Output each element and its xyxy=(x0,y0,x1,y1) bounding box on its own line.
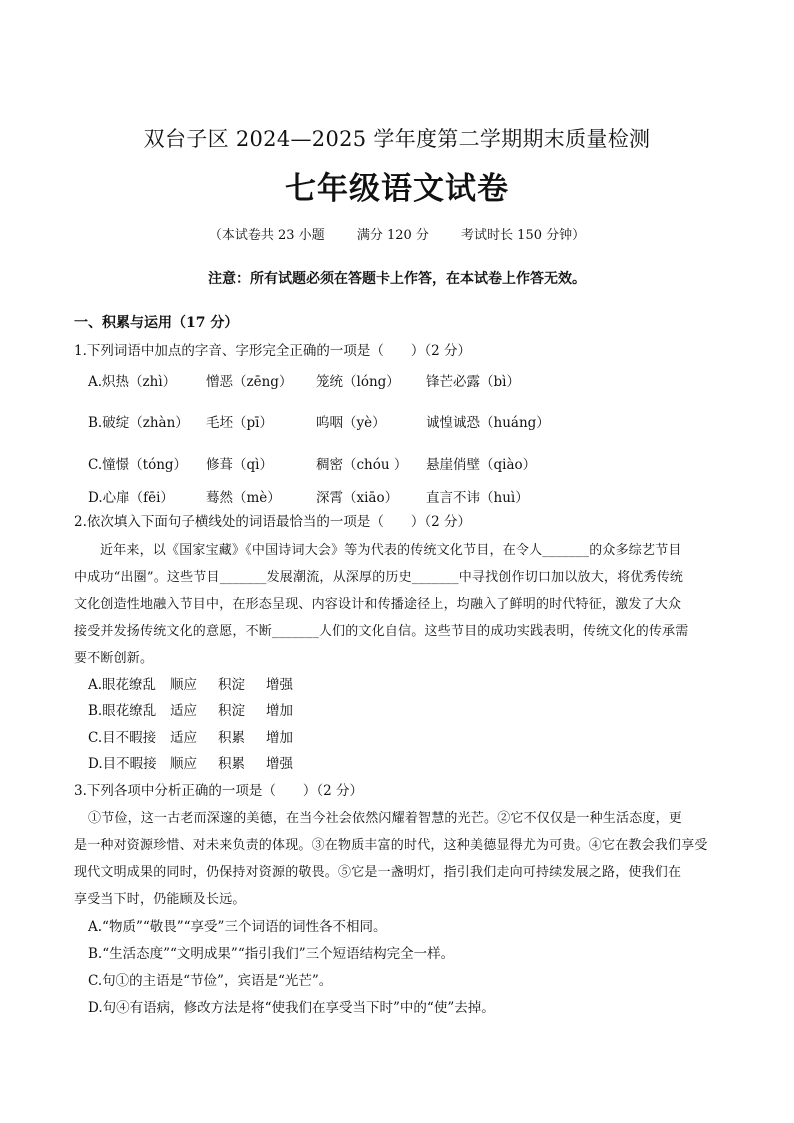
option-word: 憎恶（zēng） xyxy=(206,374,293,390)
question-1-option-b xyxy=(88,412,550,434)
passage-line: 文化创造性地融入节目中，在形态呈现、内容设计和传播途径上，均融入了鲜明的时代特征，激发了大众 xyxy=(74,597,682,612)
question-count: （本试卷共 23 小题 xyxy=(208,228,325,243)
question-3-option-d: D.句④有语病，修改方法是将“使我们在享受当下时”中的“使”去掉。 xyxy=(88,1000,495,1016)
option-word: 积淀 xyxy=(218,677,245,693)
passage-line: 是一种对资源珍惜、对未来负责的体现。③在物质丰富的时代，这种美德显得尤为可贵。④它在教会我们享受 xyxy=(74,838,708,853)
option-word: 锋芒必露（bì） xyxy=(426,374,520,390)
option-word: 深霄（xiāo） xyxy=(316,490,399,506)
passage-line: 接受并发扬传统文化的意愿，不断_______人们的文化自信。这些节目的成功实践表明，传统文化的传承需 xyxy=(74,624,689,639)
option-word: 悬崖俏壁（qiào） xyxy=(426,457,537,473)
option-word: 诚惶诚恐（huáng） xyxy=(426,415,550,431)
option-word: A.炽热（zhì） xyxy=(88,374,177,390)
question-1-option-d xyxy=(88,487,529,509)
option-word: 增加 xyxy=(266,730,293,746)
passage-line: 现代文明成果的同时，仍保持对资源的敬畏。⑤它是一盏明灯，指引我们走向可持续发展之路，使我们在 xyxy=(74,865,682,880)
exam-duration: 考试时长 150 分钟） xyxy=(461,228,586,243)
question-3-passage xyxy=(74,805,722,913)
exam-notice: 注意：所有试题必须在答题卡上作答，在本试卷上作答无效。 xyxy=(208,271,586,287)
option-word: 增强 xyxy=(266,677,293,693)
option-word: 增强 xyxy=(266,756,293,772)
question-2-option-a xyxy=(88,674,293,696)
option-word: 蓦然（mè） xyxy=(206,490,281,506)
option-word: 积累 xyxy=(218,756,245,772)
passage-line: 近年来，以《国家宝藏》《中国诗词大会》等为代表的传统文化节目，在令人_______的众多综艺节目 xyxy=(100,543,682,558)
question-3-option-b: B.“生活态度”“文明成果”“指引我们”三个短语结构完全一样。 xyxy=(88,946,455,962)
exam-paper-title: 七年级语文试卷 xyxy=(285,171,509,207)
option-word: 毛坯（pī） xyxy=(206,415,273,431)
option-word: 呜咽（yè） xyxy=(316,415,386,431)
question-2-option-c xyxy=(88,727,293,749)
option-word: D.心扉（fēi） xyxy=(88,490,174,506)
option-word: 增加 xyxy=(266,703,293,719)
option-word: 稠密（chóu ） xyxy=(316,457,408,473)
question-2-option-b xyxy=(88,700,293,722)
option-word: B.破绽（zhàn） xyxy=(88,415,189,431)
full-score: 满分 120 分 xyxy=(356,228,429,243)
question-2-stem: 2.依次填入下面句子横线处的词语最恰当的一项是（ ）（2 分） xyxy=(74,514,472,530)
exam-meta xyxy=(0,226,794,246)
option-word: 积淀 xyxy=(218,703,245,719)
question-3-option-c: C.句①的主语是“节俭”，宾语是“光芒”。 xyxy=(88,973,333,989)
question-1-option-a xyxy=(88,371,520,393)
question-3-option-a: A.“物质”“敬畏”“享受”三个词语的词性各不相同。 xyxy=(88,919,387,935)
option-word: 顺应 xyxy=(170,677,197,693)
option-word: 积累 xyxy=(218,730,245,746)
question-2-passage xyxy=(74,537,722,672)
option-word: C.憧憬（tóng） xyxy=(88,457,188,473)
option-word: 适应 xyxy=(170,703,197,719)
passage-line: ①节俭，这一古老而深邃的美德，在当今社会依然闪耀着智慧的光芒。②它不仅仅是一种生活态度，更 xyxy=(88,811,683,826)
option-word: 顺应 xyxy=(170,756,197,772)
question-1-stem: 1.下列词语中加点的字音、字形完全正确的一项是（ ）（2 分） xyxy=(74,343,472,359)
question-1-option-c xyxy=(88,454,536,476)
exam-district-title: 双台子区 2024—2025 学年度第二学期期末质量检测 xyxy=(143,127,651,151)
option-word: C.目不暇接 xyxy=(88,730,157,746)
option-word: 修葺（qì） xyxy=(206,457,273,473)
option-word: 适应 xyxy=(170,730,197,746)
option-word: 笼统（lóng） xyxy=(316,374,400,390)
option-word: D.目不暇接 xyxy=(88,756,157,772)
passage-line: 中成功“出圈”。这些节目_______发展潮流，从深厚的历史_______中寻找创作切口加以放大，将优秀传统 xyxy=(74,570,684,585)
option-word: B.眼花缭乱 xyxy=(88,703,157,719)
passage-line: 要不断创新。 xyxy=(74,651,154,666)
passage-line: 享受当下时，仍能顾及长远。 xyxy=(74,892,246,907)
option-word: 直言不讳（huì） xyxy=(426,490,529,506)
option-word: A.眼花缭乱 xyxy=(88,677,157,693)
section-heading: 一、积累与运用（17 分） xyxy=(74,315,239,331)
question-3-stem: 3.下列各项中分析正确的一项是（ ）（2 分） xyxy=(74,783,364,799)
question-2-option-d xyxy=(88,753,293,775)
